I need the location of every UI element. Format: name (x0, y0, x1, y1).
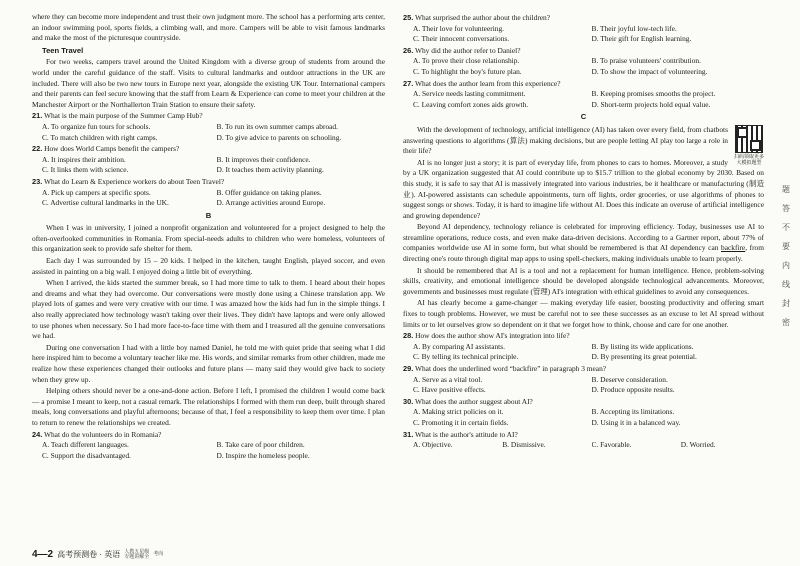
passage-c-p2: AI is no longer just a story; it is part of everyday life, from phones to cars to homes. Moreover, a study by a UK organization suggested that AI could contribute up to $15.7 trillion to the global economy by 2030. Based on this study, it is safe to say that AI is massively integrated into various industries, be it healthcare or manufacturing (制造业). AI-powered assistants can schedule appointments, turn off lights, order groceries, or use algorithms of phones to suggest songs or shows. Today, it is hard to imagine life without AI. Does this indicate an overuse of artificial intelligence and growing dependence? (403, 157, 764, 220)
question-28-options (403, 342, 764, 363)
option[interactable]: C. Have positive effects. (413, 385, 486, 395)
passage-b-p5: Helping others should never be a one-and-done action. Before I left, I promised the children I would come back — a promise I meant to keep, not a casual remark. The relationships I formed with them run deep, built through shared meals, long conversations and playful afternoons; because of that, I feel a responsibility to keep them over time. I plan to return to renew the relationships we created. (32, 386, 385, 427)
option[interactable]: D. Using it in a balanced way. (591, 417, 681, 427)
question-23-options (32, 188, 385, 209)
page-number: 4—2 (32, 549, 54, 560)
left-column (32, 12, 385, 461)
option[interactable]: C. To highlight the boy's future plan. (413, 66, 522, 76)
question-21-options (32, 122, 385, 143)
option[interactable]: A. Serve as a vital tool. (413, 374, 483, 384)
intro-tail: where they can become more independent and trust their own judgment more. The school has a performing arts center, an indoor swimming pool, sports fields, a climbing wall, and more. Campers will be able to visit famous landmarks and make the most of the picturesque countryside. (32, 12, 385, 43)
question-29: 29. What does the underlined word “backfire” in paragraph 3 mean? (403, 364, 607, 373)
option[interactable]: C. Favorable. (591, 440, 632, 450)
option[interactable]: D. Their gift for English learning. (591, 34, 692, 44)
passage-c-p3: Beyond AI dependency, technology reliance is celebrated for improving efficiency. Today, businesses use AI to streamline operations, reduce costs, and even make data-driven decisions. According to a Gartner report, about 77% of companies worldwide use AI in some form, but what should be remembered is that AI dependency can backfire, from directing one's route through digital map apps to using spell-checkers, making individuals unable to learn properly. (403, 222, 764, 264)
passage-b-p3: When I arrived, the kids started the summer break, so I had more time to talk to them. I heard about their hopes and dreams and what they had overcome. Our conversations were mostly done using a Chinese translation app. We played lots of games and were very creative with our time. I was amazed how the kids had fun in the simple things. I also really appreciated how technology wasn't taking over their lives. They didn't have laptops and were only allowed to use phones when necessary. So I had more face-to-face time with them and I treasured all the genuine conversations we had. (32, 278, 385, 341)
footer-badge: 考向 (153, 551, 164, 557)
option[interactable]: B. To run its own summer camps abroad. (216, 121, 338, 131)
question-23: 23. What do Learn & Experience workers do about Teen Travel? (32, 176, 225, 186)
right-column (403, 12, 764, 451)
footer-title: 高考预测卷 · 英语 (57, 550, 121, 559)
passage-c-p5: AI has clearly become a game-changer — making everyday life easier, boosting productivity and offering smart fixes to tough problems. However, we must be careful not to see these successes as an excuse to let AI spread without limits or to let ourselves grow so dependent on it that we forget how to think, choose and care for one another. (403, 298, 764, 329)
option[interactable]: C. Promoting it in certain fields. (413, 417, 509, 427)
option[interactable]: C. By telling its technical principle. (413, 352, 519, 362)
question-22-options (32, 155, 385, 176)
passage-c-p1: With the development of technology, artificial intelligence (AI) has taken over every field, from chatbots answering questions to algorithms (算法) making decisions, but are people letting AI play too large a role in their life? (403, 124, 728, 156)
option[interactable]: A. By comparing AI assistants. (413, 341, 505, 351)
qr-caption-2: 大模拟题型 (736, 159, 762, 166)
question-26: 26. Why did the author refer to Daniel? (403, 45, 521, 55)
question-26-options (403, 56, 764, 77)
option[interactable]: A. Pick up campers at specific spots. (42, 187, 151, 197)
underlined-word: backfire (721, 243, 746, 253)
passage-b-p1: When I was in university, I joined a nonprofit organization and volunteered for a project designed to help the often-overlooked communities in Romania. From special-needs adults to children who were homeless, volunteers of this organization seek to provide safe shelter for them. (32, 223, 385, 254)
option[interactable]: B. Dismissive. (502, 440, 546, 450)
question-27-options (403, 89, 764, 110)
passage-c-p4: It should be remembered that AI is a tool and not a replacement for human intelligence. Hence, problem-solving skills, creativity, and emotional intelligence should be developed alongside technological advancements. Moreover, governments and businesses must regulate (管理) AI's integration with ethical guidelines to avoid any consequences. (403, 265, 764, 296)
option[interactable]: A. Service needs lasting commitment. (413, 89, 526, 99)
option[interactable]: D. Worried. (680, 440, 716, 450)
question-27: 27. What does the author learn from this experience? (403, 78, 561, 88)
option[interactable]: B. Keeping promises smooths the project. (591, 89, 716, 99)
option[interactable]: B. Deserve consideration. (591, 374, 668, 384)
option[interactable]: B. Take care of poor children. (216, 440, 305, 450)
question-30: 30. What does the author suggest about AI? (403, 396, 533, 406)
option[interactable]: B. Offer guidance on taking planes. (216, 187, 322, 197)
qr-code[interactable] (734, 125, 764, 166)
option[interactable]: D. By presenting its great potential. (591, 352, 697, 362)
page-footer (32, 549, 163, 560)
question-24: 24. What do the volunteers do in Romania? (32, 429, 162, 439)
question-25-options (403, 24, 764, 45)
option[interactable]: A. It inspires their ambition. (42, 154, 126, 164)
option[interactable]: A. To prove their close relationship. (413, 56, 520, 66)
option[interactable]: D. Arrange activities around Europe. (216, 198, 326, 208)
option[interactable]: A. Their love for volunteering. (413, 23, 504, 33)
option[interactable]: D. To give advice to parents on schooling. (216, 132, 342, 142)
question-29-options (403, 375, 764, 396)
option[interactable]: C. Leaving comfort zones aids growth. (413, 99, 529, 109)
teen-travel-paragraph: For two weeks, campers travel around the United Kingdom with a diverse group of students from around the world under the careful guidance of the staff. Visits to cultural landmarks and outdoor attractions in the UK are included. There will also be two new tours in Europe next year, alongside the existing UK Tour. International campers and their parents can feel secure knowing that the staff from Learn & Experience can come to meet your children at the Manchester Airport or the Northallerton Train Station to ensure their safety. (32, 57, 385, 109)
option[interactable]: C. Their innocent conversations. (413, 34, 510, 44)
option[interactable]: D. To show the impact of volunteering. (591, 66, 708, 76)
qr-caption-1: 扫码领取更多 (734, 153, 765, 160)
footer-sub: 人教五星级 专题讲解全 (124, 548, 150, 560)
question-28: 28. How does the author show AI's integration into life? (403, 331, 570, 341)
option[interactable]: A. Making strict policies on it. (413, 407, 504, 417)
question-31-options (403, 440, 764, 451)
qr-code-icon[interactable] (735, 125, 763, 153)
option[interactable]: C. To match children with right camps. (42, 132, 158, 142)
section-b-heading: B (205, 210, 212, 220)
option[interactable]: B. To praise volunteers' contribution. (591, 56, 701, 66)
passage-b-p4: During one conversation I had with a little boy named Daniel, he told me with quiet pride that seeing what I did here inspired him to become a voluntary teacher like me. His words, and similar remarks from other children, made me realize how these experiences changed their outlooks and future plans — many said they would give back to society when they grew up. (32, 342, 385, 384)
option[interactable]: A. To organize fun tours for schools. (42, 121, 151, 131)
question-24-options (32, 440, 385, 461)
question-25: 25. What surprised the author about the children? (403, 13, 551, 22)
option[interactable]: B. It improves their confidence. (216, 154, 311, 164)
option[interactable]: D. Produce opposite results. (591, 385, 675, 395)
option[interactable]: D. Inspire the homeless people. (216, 450, 310, 460)
binding-margin-text: 题 答 不 要 内 线 封 密 (782, 185, 790, 327)
option[interactable]: D. Short-term projects hold equal value. (591, 99, 711, 109)
passage-b-p2: Each day I was surrounded by 15 – 20 kids. I helped in the kitchen, taught English, played soccer, and even assisted in painting on a big wall. I enjoyed doing a little bit of everything. (32, 256, 385, 276)
option[interactable]: B. Accepting its limitations. (591, 407, 675, 417)
question-30-options (403, 407, 764, 428)
option[interactable]: B. Their joyful low-tech life. (591, 23, 677, 33)
option[interactable]: C. Support the disadvantaged. (42, 450, 131, 460)
option[interactable]: C. It links them with science. (42, 165, 129, 175)
teen-travel-heading: Teen Travel (42, 45, 84, 55)
option[interactable]: C. Advertise cultural landmarks in the UK. (42, 198, 169, 208)
option[interactable]: D. It teaches them activity planning. (216, 165, 324, 175)
option[interactable]: A. Teach different languages. (42, 440, 129, 450)
section-c-heading: C (580, 112, 587, 122)
question-21: 21. What is the main purpose of the Summer Camp Hub? (32, 111, 203, 121)
option[interactable]: A. Objective. (413, 440, 453, 450)
question-31: 31. What is the author's attitude to AI? (403, 429, 518, 439)
question-22: 22. How does World Camps benefit the campers? (32, 144, 180, 154)
option[interactable]: B. By listing its wide applications. (591, 341, 694, 351)
